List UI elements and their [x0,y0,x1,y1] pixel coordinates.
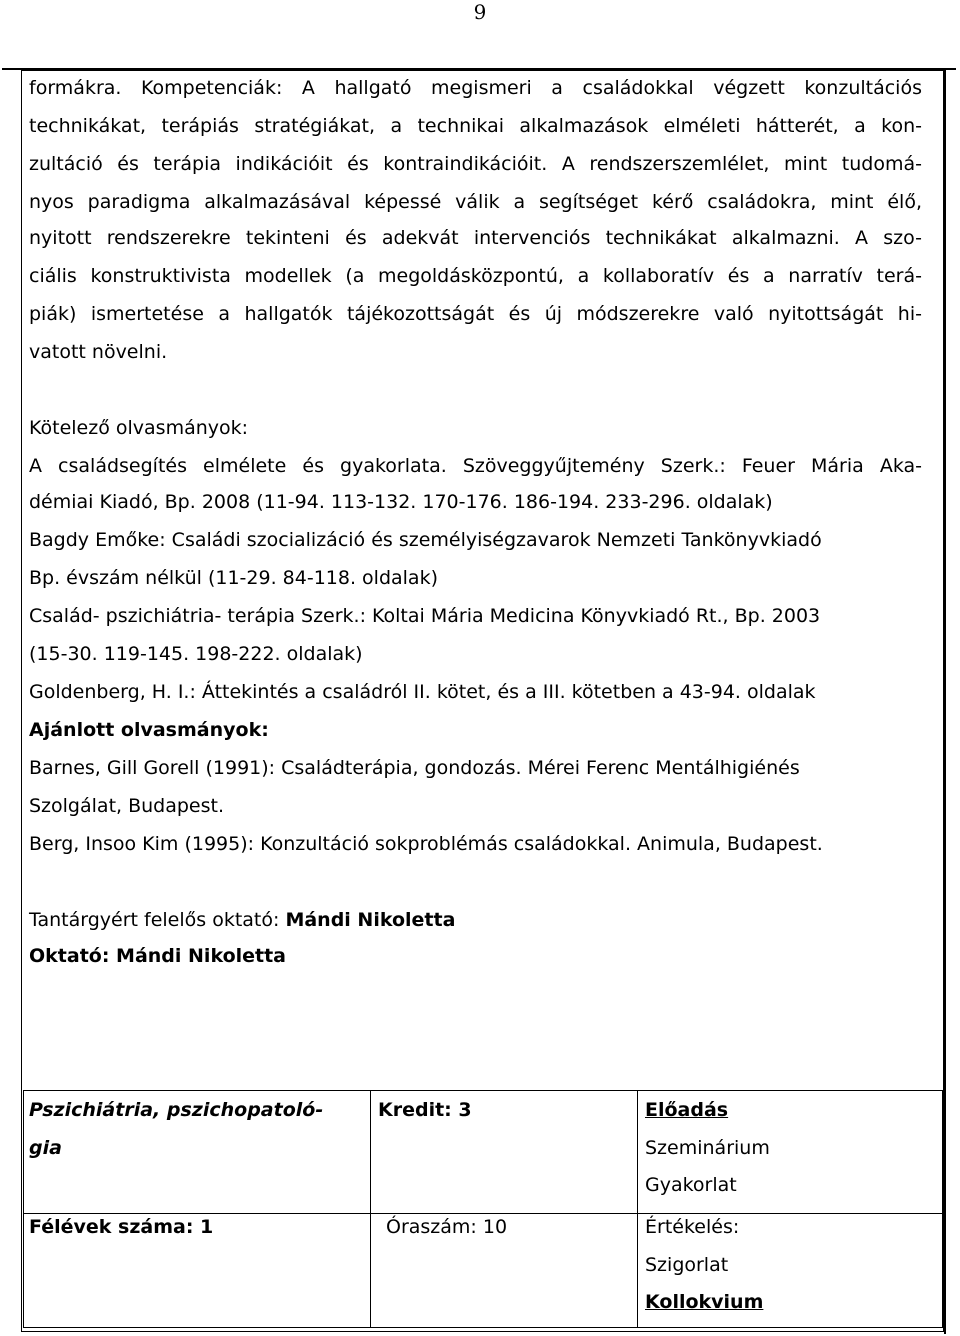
required-reading-line: Bagdy Emőke: Családi szocializáció és személyiségzavarok Nemzeti Tankönyvkiadó [29,529,822,551]
paragraph-line: technikákat, terápiás stratégiákat, a technikai alkalmazások elméleti hátterét, a kon- [29,115,922,137]
course-title-line: Pszichiátria, pszichopatoló- [29,1099,324,1121]
required-reading-line: démiai Kiadó, Bp. 2008 (11-94. 113-132. 170-176. 186-194. 233-296. oldalak) [29,491,773,513]
course-credit: Kredit: 3 [378,1099,472,1121]
paragraph-line: formákra. Kompetenciák: A hallgató megismeri a családokkal végzett konzultációs [29,77,922,99]
paragraph-line: zultáció és terápia indikációit és kontraindikációit. A rendszerszemlélet, mint tudomá- [29,153,922,175]
paragraph-line: nyitott rendszerekre tekinteni és adekvát intervenciós technikákat alkalmazni. A szo- [29,227,922,249]
course-evaluation [645,1209,763,1322]
required-reading-line: Család- pszichiátria- terápia Szerk.: Koltai Mária Medicina Könyvkiadó Rt., Bp. 2003 [29,605,821,627]
paragraph-line: ciális konstruktivista modellek (a megoldásközpontú, a kollaboratív és a narratív terá- [29,265,922,287]
course-type-seminar: Szeminárium [645,1136,770,1159]
required-readings-heading: Kötelező olvasmányok: [29,417,249,439]
paragraph-line: vatott növelni. [29,341,168,363]
table-divider-2 [637,1090,638,1328]
recommended-reading-line: Szolgálat, Budapest. [29,795,225,817]
recommended-reading-line: Barnes, Gill Gorell (1991): Családterápia, gondozás. Mérei Ferenc Mentálhigiénés [29,757,800,779]
instructor-label: Oktató: [29,945,117,967]
table-border-right [942,1090,943,1328]
instructor-name: Mándi Nikoletta [116,945,287,967]
evaluation-option-colloquium: Kollokvium [645,1291,764,1313]
responsible-name: Mándi Nikoletta [285,909,456,931]
required-reading-line: A családsegítés elmélete és gyakorlata. Szöveggyűjtemény Szerk.: Feuer Mária Aka- [29,455,922,477]
table-border-bottom [23,1327,943,1328]
course-title-line: gia [29,1136,62,1159]
page-number: 9 [473,0,487,24]
paragraph-line: piák) ismertetése a hallgatók tájékozottságát és új módszerekre való nyitottságát hi- [29,303,922,325]
required-reading-line: Goldenberg, H. I.: Áttekintés a családról II. kötet, és a III. kötetben a 43-94. oldalak [29,681,816,703]
required-reading-line: Bp. évszám nélkül (11-29. 84-118. oldalak) [29,567,438,589]
required-reading-line: (15-30. 119-145. 198-222. oldalak) [29,643,363,665]
course-type-lecture: Előadás [645,1099,729,1121]
responsible-instructor [29,908,922,932]
paragraph-line: nyos paradigma alkalmazásával képessé válik a segítséget kérő családokra, mint élő, [29,191,922,213]
instructor [29,944,922,968]
evaluation-label: Értékelés: [645,1216,740,1238]
table-border-top [23,1090,943,1091]
table-divider-1 [370,1090,371,1328]
course-hours: Óraszám: 10 [386,1216,508,1238]
table-border-left [23,1090,24,1328]
course-type-practice: Gyakorlat [645,1174,737,1196]
recommended-reading-line: Berg, Insoo Kim (1995): Konzultáció sokproblémás családokkal. Animula, Budapest. [29,833,823,855]
recommended-readings-heading: Ajánlott olvasmányok: [29,719,269,741]
frame-right-border [944,68,946,1334]
course-title [29,1092,323,1167]
responsible-label: Tantárgyért felelős oktató: [29,909,286,931]
course-types [645,1092,770,1205]
course-semesters: Félévek száma: 1 [29,1216,214,1238]
evaluation-option-exam: Szigorlat [645,1253,729,1276]
